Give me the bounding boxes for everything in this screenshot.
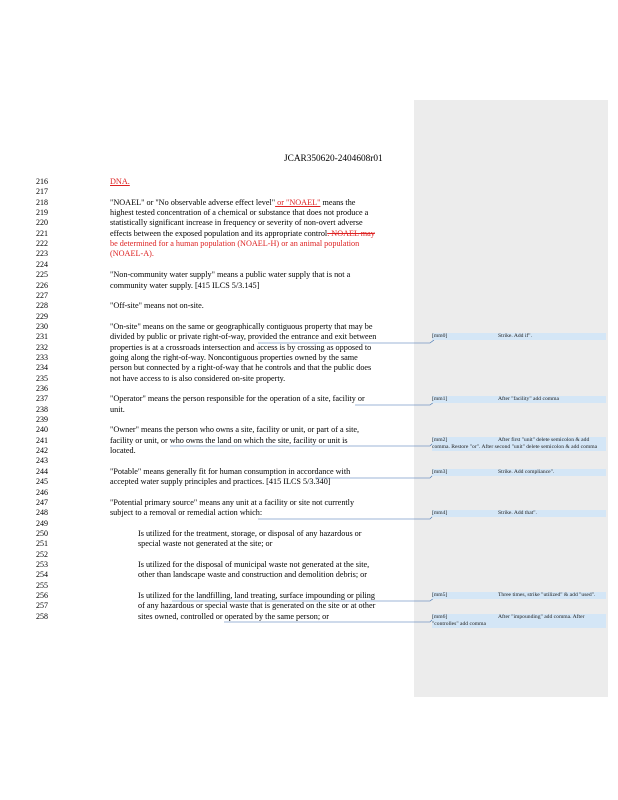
- comment-connector-line: [258, 515, 434, 519]
- text-segment: community water supply. [415 ILCS 5/3.145]: [110, 280, 260, 290]
- comment-connector-line: [172, 598, 434, 601]
- comment-tag: [mm1]: [432, 396, 448, 402]
- text-segment: . NOAEL may: [327, 228, 375, 238]
- line-number: 239: [36, 415, 48, 425]
- text-segment: "On-site" means on the same or geographically contiguous property that may be: [110, 321, 373, 331]
- comment-tag: [mm0]: [432, 333, 448, 339]
- comment-tag: [mm2]: [432, 437, 448, 443]
- text-segment: or "NOAEL": [275, 197, 321, 207]
- line-number: 248: [36, 508, 48, 518]
- line-number: 216: [36, 177, 48, 186]
- comment-balloon[interactable]: [432, 396, 606, 403]
- line-number: 231: [36, 332, 48, 342]
- text-segment: statistically significant increase in frequency or severity of non-overt adverse: [110, 218, 363, 228]
- text-segment: Is utilized for the treatment, storage, or disposal of any hazardous or: [138, 528, 362, 538]
- line-number: 223: [36, 249, 48, 259]
- text-segment: be determined for a human population (NOAEL-H) or an animal population: [110, 239, 360, 249]
- line-number: 258: [36, 611, 48, 621]
- text-segment: DNA.: [110, 177, 130, 186]
- comment-text: After "facility" add comma: [498, 396, 559, 402]
- line-number: 230: [36, 321, 48, 331]
- line-number: 225: [36, 270, 48, 280]
- line-number: 235: [36, 373, 48, 383]
- text-segment: divided by public or private right-of-way, provided the entrance and exit between: [110, 332, 377, 342]
- text-segment: means the: [320, 197, 356, 207]
- comment-text: Strike. Add if".: [498, 333, 532, 339]
- text-segment: special waste not generated at the site; or: [138, 539, 273, 549]
- line-number: 252: [36, 549, 48, 559]
- text-segment: "Potential primary source" means any unit at a facility or site not currently: [110, 497, 355, 507]
- text-segment: facility or unit, or who owns the land on which the site, facility or unit is: [110, 435, 348, 445]
- text-segment: not have access to is also considered on-site property.: [110, 373, 286, 383]
- line-number: 257: [36, 601, 48, 611]
- line-number: 238: [36, 404, 48, 414]
- text-segment: "NOAEL" or "No observable adverse effect level": [110, 197, 276, 207]
- line-number: 253: [36, 559, 48, 569]
- text-segment: "Non-community water supply" means a public water supply that is not a: [110, 270, 351, 280]
- comment-tag: [mm3]: [432, 469, 448, 475]
- text-segment: "Owner" means the person who owns a site, facility or unit, or part of a site,: [110, 425, 360, 435]
- comment-connector-line: [170, 442, 434, 446]
- comment-balloon[interactable]: [432, 469, 606, 476]
- comment-text: Strike. Add compliance".: [498, 469, 555, 475]
- line-number: 221: [36, 228, 48, 238]
- line-number: 224: [36, 259, 48, 269]
- text-segment: properties is at a crossroads intersection and access is by crossing as opposed to: [110, 342, 372, 352]
- line-number: 254: [36, 570, 48, 580]
- text-segment: sites owned, controlled or operated by the same person; or: [138, 611, 329, 621]
- line-number: 251: [36, 539, 48, 549]
- line-number: 242: [36, 446, 48, 456]
- line-number: 241: [36, 435, 48, 445]
- comment-text: After "impounding" add comma. After "controlles" add comma: [432, 614, 585, 627]
- comment-tag: [mm4]: [432, 510, 448, 516]
- text-segment: person but connected by a right-of-way that he controls and that the public does: [110, 363, 372, 373]
- text-segment: accepted water supply principles and practices. [415 ILCS 5/3.340]: [110, 477, 331, 487]
- text-segment: going along the right-of-way. Noncontiguous properties owned by the same: [110, 352, 358, 362]
- line-number: 227: [36, 290, 48, 300]
- line-number: 226: [36, 280, 48, 290]
- text-segment: located.: [110, 446, 136, 456]
- text-segment: highest tested concentration of a chemical or substance that does not produce a: [110, 208, 369, 218]
- line-number: 218: [36, 197, 48, 207]
- line-number: 245: [36, 477, 48, 487]
- text-segment: "Potable" means generally fit for human consumption in accordance with: [110, 466, 351, 476]
- comment-balloon[interactable]: [432, 614, 606, 628]
- line-number: 249: [36, 518, 48, 528]
- comment-text: Strike. Add that".: [498, 510, 537, 516]
- line-number: 232: [36, 342, 48, 352]
- line-number: 220: [36, 218, 48, 228]
- text-segment: "Off-site" means not on-site.: [110, 301, 204, 311]
- text-segment: Is utilized for the landfilling, land treating, surface impounding or piling: [138, 591, 375, 600]
- line-number: 219: [36, 208, 48, 218]
- line-number: 256: [36, 591, 48, 600]
- text-segment: other than landscape waste and construction and demolition debris; or: [138, 570, 367, 580]
- comment-tag: [mm6]: [432, 614, 448, 620]
- comment-text: After first "unit" delete semicolon & add comma. Restore "or". After second "unit" delete semicolon & add comma: [432, 437, 598, 450]
- line-number: 255: [36, 580, 48, 590]
- comment-balloon[interactable]: [432, 437, 606, 451]
- text-segment: (NOAEL-A).: [110, 249, 154, 259]
- text-segment: subject to a removal or remedial action which:: [110, 508, 263, 518]
- comment-tag: [mm5]: [432, 592, 448, 598]
- comment-balloon[interactable]: [432, 592, 606, 599]
- text-segment: unit.: [110, 404, 125, 414]
- comment-connector-line: [224, 618, 434, 622]
- comment-balloon[interactable]: [432, 510, 606, 517]
- line-number: 247: [36, 497, 48, 507]
- text-segment: of any hazardous or special waste that is generated on the site or at other: [138, 601, 376, 611]
- comment-connector-line: [315, 474, 434, 478]
- comment-connector-line: [258, 340, 434, 343]
- line-number: 243: [36, 456, 48, 466]
- line-number: 234: [36, 363, 48, 373]
- line-number: 237: [36, 394, 48, 404]
- line-number: 217: [36, 187, 48, 197]
- document-header-id: JCAR350620-2404608r01: [284, 154, 383, 164]
- line-number: 233: [36, 352, 48, 362]
- text-segment: effects between the exposed population and its appropriate control: [110, 228, 328, 238]
- comment-text: Three times, strike "utilized" & add "used".: [498, 592, 596, 598]
- line-number: 246: [36, 487, 48, 497]
- comment-balloon[interactable]: [432, 333, 606, 340]
- line-number: 250: [36, 528, 48, 538]
- comment-connector-line: [355, 402, 434, 405]
- line-number: 236: [36, 384, 48, 393]
- line-number: 240: [36, 425, 48, 435]
- text-segment: "Operator" means the person responsible for the operation of a site, facility or: [110, 394, 365, 404]
- line-number: 222: [36, 239, 48, 249]
- line-number: 228: [36, 301, 48, 311]
- line-number: 244: [36, 466, 48, 476]
- text-segment: Is utilized for the disposal of municipal waste not generated at the site,: [138, 559, 370, 569]
- line-number: 229: [36, 311, 48, 321]
